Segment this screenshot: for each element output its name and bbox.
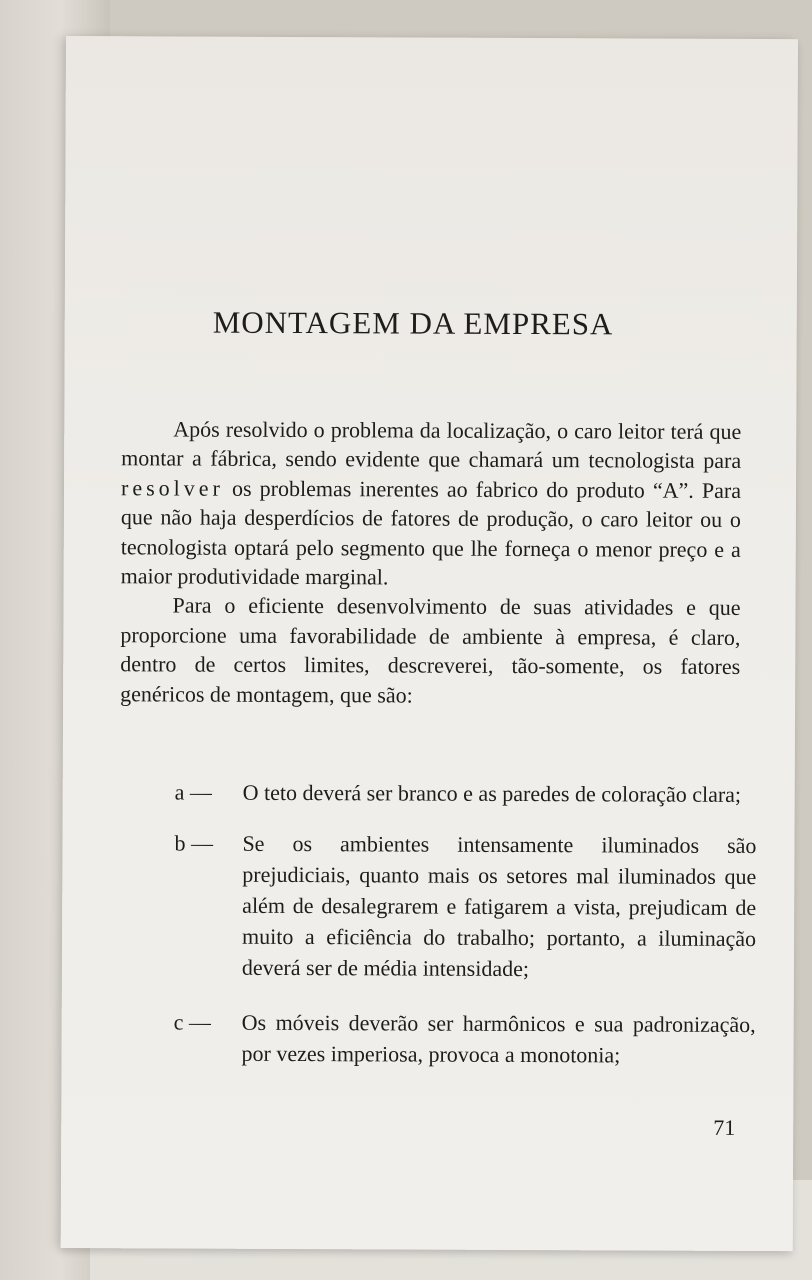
item-list: [173, 776, 756, 1091]
list-item-c: [173, 1006, 755, 1071]
list-item-letter: b —: [174, 830, 214, 856]
paragraph-1-spaced-word: resolver: [120, 475, 224, 501]
body-text: [120, 414, 741, 711]
list-item-text: O teto deverá ser branco e as paredes de coloração clara;: [242, 779, 742, 807]
paragraph-1: [121, 414, 742, 593]
book-page: [61, 36, 798, 1251]
page-title: MONTAGEM DA EMPRESA: [212, 304, 614, 342]
paragraph-1-text-after: os problemas inerentes ao fabrico do produto “A”. Para que não haja desperdícios de fatores de produção, o caro leitor ou o tecnologista optará pelo segmento que lhe forneça o menor preço e a maior produtividade marginal.: [120, 475, 742, 590]
paragraph-1-text-before: Após resolvido o problema da localização, o caro leitor terá que montar a fábrica, sendo evidente que chamará um tecnologista para: [121, 416, 742, 474]
list-item-text: Se os ambientes intensamente iluminados são prejudiciais, quanto mais os setores mal iluminados que além de desalegrarem e fatigarem a vista, prejudicam de muito a eficiência do trabalho; portanto, a iluminação deverá ser de média intensidade;: [241, 830, 757, 982]
page-number: 71: [713, 1114, 736, 1140]
list-item-text: Os móveis deverão ser harmônicos e sua padronização, por vezes imperiosa, provoca a monotonia;: [241, 1009, 756, 1068]
list-item-letter: c —: [173, 1009, 212, 1035]
paragraph-2: Para o eficiente desenvolvimento de suas atividades e que proporcione uma favorabilidade de ambiente à empresa, é claro, dentro de certos limites, descreverei, tão-somente, os fatores genéricos de montagem, que são:: [120, 592, 741, 708]
list-item-b: [174, 827, 757, 985]
list-item-a: [175, 776, 757, 810]
list-item-letter: a —: [174, 779, 213, 805]
